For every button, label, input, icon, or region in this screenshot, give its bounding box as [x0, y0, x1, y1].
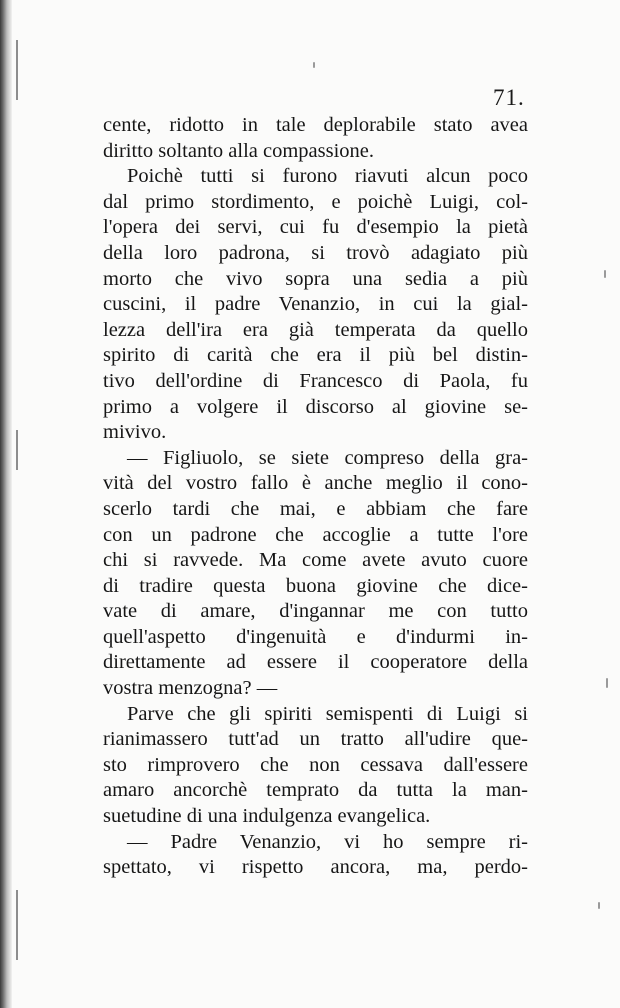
text-line: vostra menzogna? — [103, 677, 278, 700]
text-line: chi si ravvede. Ma come avete avuto cuore [103, 549, 528, 572]
text-line: della loro padrona, si trovò adagiato più [103, 241, 528, 264]
text-line: vità del vostro fallo è anche meglio il cono- [103, 472, 528, 495]
paper-speck [598, 902, 600, 909]
spine-mark [16, 890, 18, 960]
body-text [103, 113, 528, 881]
text-line: cente, ridotto in tale deplorabile stato avea [103, 114, 528, 136]
text-line: direttamente ad essere il cooperatore della [103, 651, 528, 674]
text-line: scerlo tardi che mai, e abbiam che fare [103, 497, 528, 520]
text-line: l'opera dei servi, cui fu d'esempio la pietà [103, 216, 528, 239]
text-line: quell'aspetto d'ingenuità e d'indurmi in- [103, 625, 528, 648]
text-line: primo a volgere il discorso al giovine se- [103, 395, 528, 418]
text-line: spirito di carità che era il più bel distin- [103, 344, 528, 367]
text-line: suetudine di una indulgenza evangelica. [103, 805, 431, 828]
page-number: 71. [493, 85, 525, 110]
text-line: — Padre Venanzio, vi ho sempre ri- [127, 830, 528, 853]
text-line: tivo dell'ordine di Francesco di Paola, fu [103, 369, 528, 392]
text-line: mivivo. [103, 421, 167, 444]
paper-speck [604, 270, 606, 278]
book-spine-shadow [0, 0, 12, 1008]
paper-speck [606, 678, 608, 688]
text-line: vate di amare, d'ingannar me con tutto [103, 600, 528, 623]
text-line: morto che vivo sopra una sedia a più [103, 267, 528, 290]
text-line: — Figliuolo, se siete compreso della gra- [127, 446, 528, 469]
spine-mark [16, 430, 18, 470]
paper-speck [313, 62, 315, 68]
spine-mark [16, 40, 18, 100]
text-line: Parve che gli spiriti semispenti di Luigi si [127, 702, 528, 725]
text-line: spettato, vi rispetto ancora, ma, perdo- [103, 856, 528, 879]
text-line: con un padrone che accoglie a tutte l'ore [103, 523, 528, 546]
text-line: cuscini, il padre Venanzio, in cui la gial- [103, 293, 528, 316]
text-line: lezza dell'ira era già temperata da quello [103, 318, 528, 341]
text-line: amaro ancorchè temprato da tutta la man- [103, 779, 528, 802]
text-line: rianimassero tutt'ad un tratto all'udire que- [103, 728, 528, 751]
text-line: diritto soltanto alla compassione. [103, 139, 375, 162]
text-line: sto rimprovero che non cessava dall'essere [103, 753, 528, 776]
text-line: Poichè tutti si furono riavuti alcun poco [127, 165, 528, 188]
text-line: dal primo stordimento, e poichè Luigi, col- [103, 190, 528, 213]
text-line: di tradire questa buona giovine che dice- [103, 574, 528, 597]
